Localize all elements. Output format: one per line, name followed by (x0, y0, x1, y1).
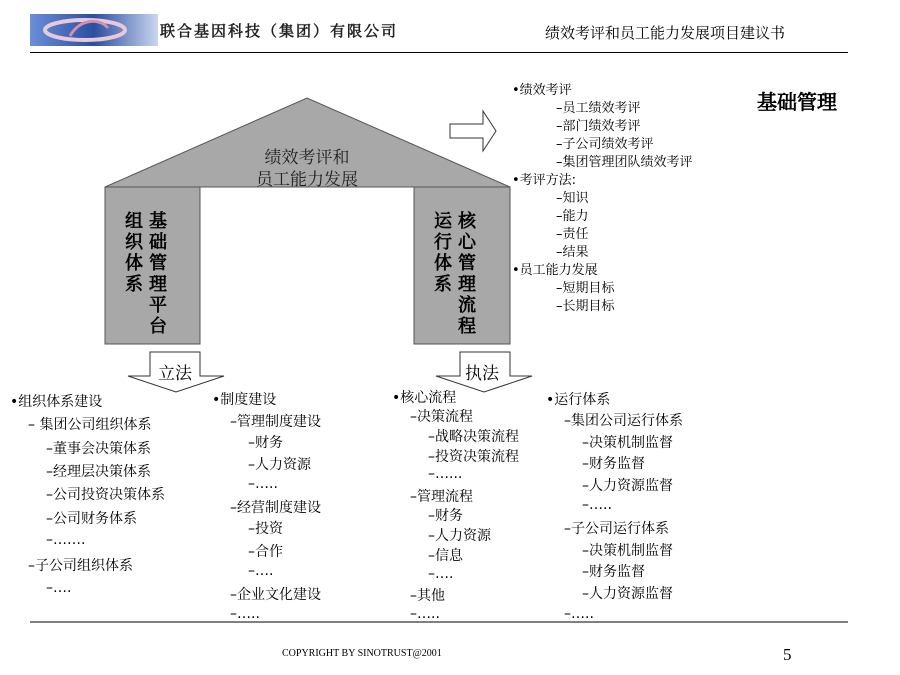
left-pillar-col1: 基础管理平台 (149, 211, 167, 337)
list-item: –….. (230, 606, 260, 622)
list-item: –管理流程 (410, 489, 473, 505)
list-item: –结果 (556, 245, 589, 260)
list-item: –决策流程 (410, 409, 473, 425)
list-item: –…. (248, 563, 274, 579)
list-item: –合作 (248, 544, 283, 560)
list-item: –子公司运行体系 (564, 521, 669, 537)
list-item: –经理层决策体系 (46, 464, 151, 480)
company-name: 联合基因科技（集团）有限公司 (160, 22, 399, 40)
left-arrow-label: 立法 (158, 364, 192, 384)
list-item: –其他 (410, 588, 445, 604)
section-title: 基础管理 (757, 90, 837, 114)
list-item: –….. (248, 476, 278, 492)
right-pillar-col1: 核心管理流程 (458, 211, 476, 337)
list-item: –决策机制监督 (582, 543, 673, 559)
list-item: –责任 (556, 227, 589, 242)
list-item: –…. (46, 580, 72, 596)
list-item: – 集团公司组织体系 (28, 417, 152, 433)
list-item: –子公司组织体系 (28, 558, 133, 574)
method-heading: •考评方法: (512, 173, 577, 188)
col2-heading: •制度建设 (212, 392, 277, 408)
list-item: –信息 (428, 548, 463, 564)
list-item: –财务 (428, 508, 463, 524)
list-item: –能力 (556, 209, 589, 224)
list-item: –…... (428, 466, 463, 482)
perf-heading-text: 绩效考评 (519, 83, 572, 98)
list-item: –…. (428, 566, 454, 582)
list-item: –….. (410, 606, 440, 622)
dev-heading: •员工能力发展 (512, 263, 598, 278)
list-item: –知识 (556, 191, 589, 206)
roof-label (230, 147, 384, 191)
list-item: –集团管理团队绩效考评 (556, 155, 693, 170)
list-item: –人力资源监督 (582, 478, 673, 494)
list-item: –公司投资决策体系 (46, 487, 165, 503)
list-item: –决策机制监督 (582, 435, 673, 451)
list-item: –战略决策流程 (428, 429, 519, 445)
list-item: –财务监督 (582, 564, 645, 580)
list-item: –员工绩效考评 (556, 101, 641, 116)
list-item: –公司财务体系 (46, 511, 137, 527)
right-arrow-label: 执法 (465, 364, 499, 384)
list-item: –部门绩效考评 (556, 119, 641, 134)
list-item: –财务监督 (582, 456, 645, 472)
list-item: –董事会决策体系 (46, 441, 151, 457)
roof-line-1: 绩效考评和 (264, 148, 350, 168)
list-item: –子公司绩效考评 (556, 137, 654, 152)
list-item: –人力资源 (248, 457, 311, 473)
list-item: –……. (46, 532, 86, 548)
list-item: –….. (582, 497, 612, 513)
col1-heading: •组织体系建设 (10, 394, 103, 410)
list-item: –人力资源 (428, 528, 491, 544)
page-number: 5 (783, 645, 792, 664)
copyright: COPYRIGHT BY SINOTRUST@2001 (282, 648, 442, 659)
list-item: –集团公司运行体系 (564, 413, 683, 429)
list-item: –….. (564, 606, 594, 622)
col3-heading: •核心流程 (392, 390, 457, 406)
roof-line-2: 员工能力发展 (256, 170, 358, 190)
list-item: –管理制度建设 (230, 414, 321, 430)
list-item: –经营制度建设 (230, 500, 321, 516)
list-item: –投资决策流程 (428, 449, 519, 465)
list-item: –长期目标 (556, 299, 615, 314)
list-item: –财务 (248, 435, 283, 451)
right-arrow (450, 111, 496, 151)
col4-heading: •运行体系 (546, 392, 611, 408)
perf-heading: •绩效考评 (512, 83, 572, 98)
list-item: –企业文化建设 (230, 587, 321, 603)
list-item: –投资 (248, 521, 283, 537)
right-pillar-col2: 运行体系 (434, 211, 452, 295)
document-title: 绩效考评和员工能力发展项目建议书 (545, 24, 786, 42)
list-item: –短期目标 (556, 281, 615, 296)
list-item: –人力资源监督 (582, 586, 673, 602)
left-pillar-col2: 组织体系 (125, 211, 143, 295)
